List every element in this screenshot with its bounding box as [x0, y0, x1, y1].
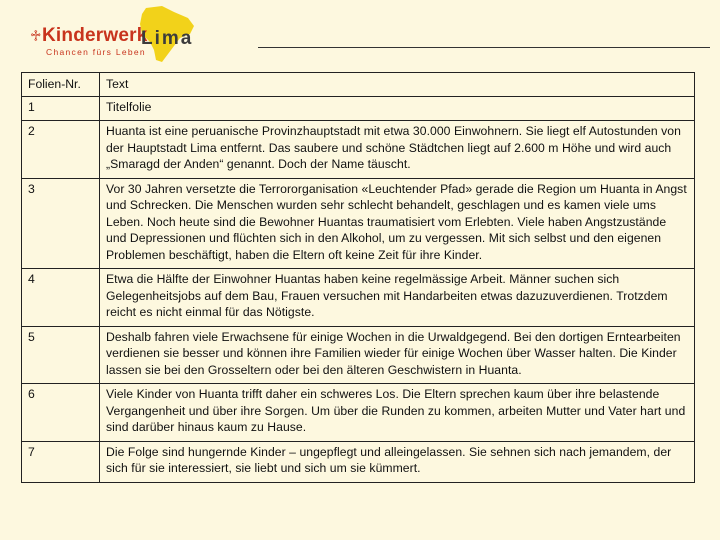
table-row — [22, 384, 695, 442]
logo-title: Kinderwerk — [42, 25, 148, 46]
table-row — [22, 178, 695, 269]
cross-icon: ♱ — [30, 27, 42, 45]
table-row — [22, 121, 695, 179]
column-header-slide-no: Folien-Nr. — [22, 73, 100, 97]
slide-text-table — [21, 72, 695, 483]
slide-number: 3 — [22, 178, 100, 269]
table-row — [22, 441, 695, 482]
slide-text: Deshalb fahren viele Erwachsene für einige Wochen in die Urwaldgegend. Bei den dortigen Erntearbeiten verdienen sie besser und können ihre Familien wieder für einige Wochen über Wasser halten. Die Kinder lassen sie bei den Grosseltern oder bei den älteren Geschwistern in Huanta. — [100, 326, 695, 384]
slide-text: Die Folge sind hungernde Kinder – ungepflegt und alleingelassen. Sie sehnen sich nach jemandem, der sich für sie interessiert, sie liebt und sich um sie kümmert. — [100, 441, 695, 482]
slide-number: 7 — [22, 441, 100, 482]
slide-text: Titelfolie — [100, 96, 695, 121]
logo-lima: Lima — [141, 28, 194, 49]
slide-number: 2 — [22, 121, 100, 179]
logo-tagline: Chancen fürs Leben — [46, 47, 146, 57]
slide-text: Huanta ist eine peruanische Provinzhauptstadt mit etwa 30.000 Einwohnern. Sie liegt elf Autostunden von der Hauptstadt Lima entfernt. Das saubere und schöne Städtchen liegt auf 2.600 m Höhe und wird auch „Smaragd der Anden“ genannt. Doch der Name täuscht. — [100, 121, 695, 179]
slide-number: 1 — [22, 96, 100, 121]
slide-number: 5 — [22, 326, 100, 384]
slide-text: Viele Kinder von Huanta trifft daher ein schweres Los. Die Eltern sprechen kaum über ihre belastende Vergangenheit und über ihre Sorgen. Um über die Runden zu kommen, arbeiten Mutter und Vater hart und sind darüber hinaus kaum zu Hause. — [100, 384, 695, 442]
table-row — [22, 269, 695, 327]
kinderwerk-lima-logo — [22, 4, 202, 64]
table-row — [22, 96, 695, 121]
slide-number: 6 — [22, 384, 100, 442]
table-header-row — [22, 73, 695, 97]
slide-text: Etwa die Hälfte der Einwohner Huantas haben keine regelmässige Arbeit. Männer suchen sich Gelegenheitsjobs auf dem Bau, Frauen versuchen mit Handarbeiten etwas dazuzuverdienen. Trotzdem reicht es nicht einmal für das Nötigste. — [100, 269, 695, 327]
slide-number: 4 — [22, 269, 100, 327]
column-header-text: Text — [100, 73, 695, 97]
slide-text: Vor 30 Jahren versetzte die Terrororganisation «Leuchtender Pfad» gerade die Region um Huanta in Angst und Schrecken. Die Menschen wurden sehr schlecht behandelt, geschlagen und es kamen viele ums Leben. Noch heute sind die Bewohner Huantas traumatisiert vom Erlebten. Viele haben Angstzustände und Depressionen und flüchten sich in den Alkohol, um zu vergessen. Mit sich selbst und den eigenen Problemen beschäftigt, haben die Eltern oft keine Zeit für ihre Kinder. — [100, 178, 695, 269]
table-row — [22, 326, 695, 384]
header-divider — [258, 47, 710, 48]
